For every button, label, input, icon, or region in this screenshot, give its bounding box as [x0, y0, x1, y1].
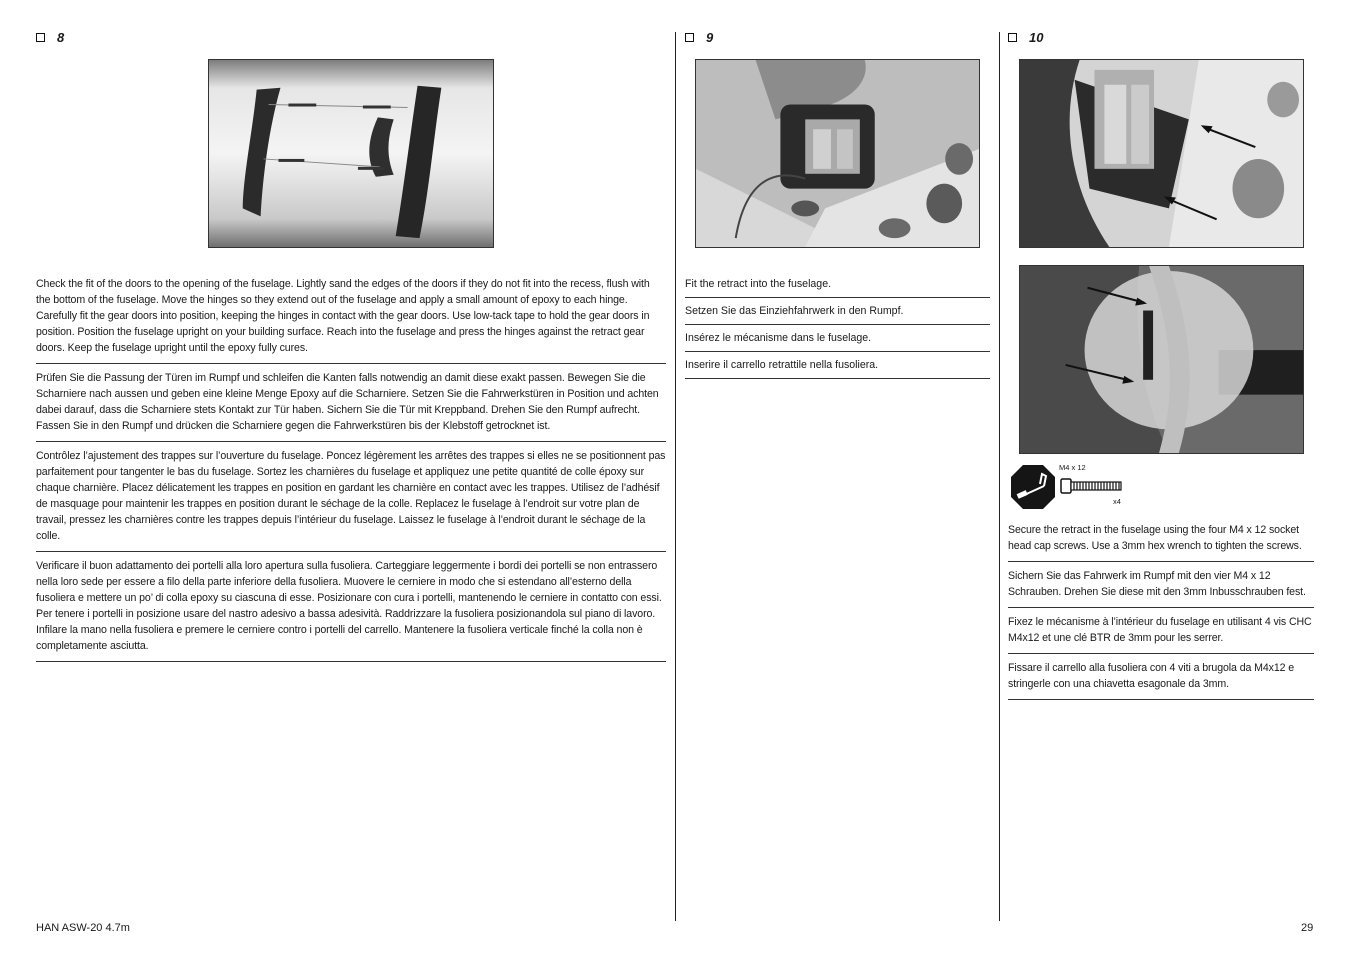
column-divider	[675, 32, 676, 921]
step-8-number: 8	[57, 30, 65, 45]
step-10-text-en: Secure the retract in the fuselage using the four M4 x 12 socket head cap screws. Use a 3mm hex wrench to tighten the screws.	[1008, 516, 1314, 562]
step-9-number: 9	[706, 30, 714, 45]
step-9-text-it: Inserire il carrello retrattile nella fusoliera.	[685, 352, 990, 379]
footer-title: HAN ASW-20 4.7m	[36, 922, 130, 934]
step-9-text-fr: Insérez le mécanisme dans le fuselage.	[685, 325, 990, 352]
step-8-text-block	[36, 270, 666, 662]
page-number: 29	[1301, 922, 1314, 934]
hardware-quantity: x4	[1113, 497, 1121, 506]
column-divider	[999, 32, 1000, 921]
step-8-text-fr: Contrôlez l’ajustement des trappes sur l’ouverture du fuselage. Poncez légèrement les arrêtes des trappes si elles ne se positionnent pas parfaitement pour tangenter le bas du fuselage. Sortez les charnières du fuselage et appliquez une petite quantité de colle époxy sur chaque charnière. Placez délicatement les trappes en position en gardant les charnière en contact avec les trappes. Utilisez de l’adhésif de masquage pour maintenir les trappes en position durant le séchage de la colle. Replacez le fuselage à l’endroit sur votre plan de travail, pressez les charnières contre les trappes depuis l’intérieur du fuselage. Laissez le fuselage à l’endroit durant le séchage de la colle.	[36, 442, 666, 552]
screw-icon	[1060, 477, 1122, 495]
step-8-text-it: Verificare il buon adattamento dei portelli alla loro apertura sulla fusoliera. Carteggiare leggermente i bordi dei portelli se non entrassero nella loro sede per essere a filo della parte inferiore della fusoliera. Muovere le cerniere in modo che si estendano all’esterno della fusoliera e mettere un po’ di colla epoxy su ciascuna di esse. Posizionare con cura i portelli, mantenendo le cerniere in contatto con essi. Per tenere i portelli in posizione usare del nastro adesivo a bassa adesività. Raddrizzare la fusoliera posizionandola sul piano di lavoro. Infilare la mano nella fusoliera e premere le cerniere contro i portelli del carrello. Mantenere la fusoliera verticale finché la colla non è completamente asciutta.	[36, 552, 666, 662]
step-9-text-block	[685, 271, 990, 379]
step-9-header	[685, 30, 713, 45]
step-10-text-fr: Fixez le mécanisme à l’intérieur du fuselage en utilisant 4 vis CHC M4x12 et une clé BTR de 3mm pour les serrer.	[1008, 608, 1314, 654]
step-9-text-de: Setzen Sie das Einziehfahrwerk in den Rumpf.	[685, 298, 990, 325]
step-8-photo	[208, 59, 494, 248]
step-8-text-en: Check the fit of the doors to the opening of the fuselage. Lightly sand the edges of the doors if they do not fit into the recess, flush with the bottom of the fuselage. Move the hinges so they extend out of the fuselage and apply a small amount of epoxy to each hinge. Carefully fit the gear doors into position, keeping the hinges in contact with the gear doors. Use low-tack tape to hold the gear doors in position. Position the fuselage upright on your building surface. Reach into the fuselage and press the hinges against the retract gear doors. Keep the fuselage upright until the epoxy fully cures.	[36, 270, 666, 364]
step-10-text-it: Fissare il carrello alla fusoliera con 4 viti a brugola da M4x12 e stringerle con una chiavetta esagonale da 3mm.	[1008, 654, 1314, 700]
step-10-text-block	[1008, 516, 1314, 700]
step-10-number: 10	[1029, 30, 1044, 45]
step-10-photo-top	[1019, 59, 1304, 248]
step-10-text-de: Sichern Sie das Fahrwerk im Rumpf mit den vier M4 x 12 Schrauben. Drehen Sie diese mit den 3mm Inbusschrauben fest.	[1008, 562, 1314, 608]
step-9-checkbox[interactable]	[685, 33, 694, 42]
step-8-checkbox[interactable]	[36, 33, 45, 42]
step-9-text-en: Fit the retract into the fuselage.	[685, 271, 990, 298]
hex-wrench-icon	[1010, 464, 1056, 510]
step-10-photo-bottom	[1019, 265, 1304, 454]
hardware-spec: M4 x 12	[1059, 463, 1086, 472]
step-8-text-de: Prüfen Sie die Passung der Türen im Rumpf und schleifen die Kanten falls notwendig an damit diese exakt passen. Bewegen Sie die Scharniere nach aussen und geben eine kleine Menge Epoxy auf die Scharniere. Setzen Sie die Fahrwerkstüren in Position und achten dabei darauf, dass die Scharniere stets Kontakt zur Tür haben. Sichern Sie die Tür mit Kreppband. Drehen Sie den Rumpf aufrecht. Fassen Sie in den Rumpf und drücken die Scharniere gegen die Fahrwerkstüren bis der Klebstoff getrocknet ist.	[36, 364, 666, 442]
step-8-header	[36, 30, 64, 45]
step-9-photo	[695, 59, 980, 248]
step-10-header	[1008, 30, 1043, 45]
step-10-checkbox[interactable]	[1008, 33, 1017, 42]
